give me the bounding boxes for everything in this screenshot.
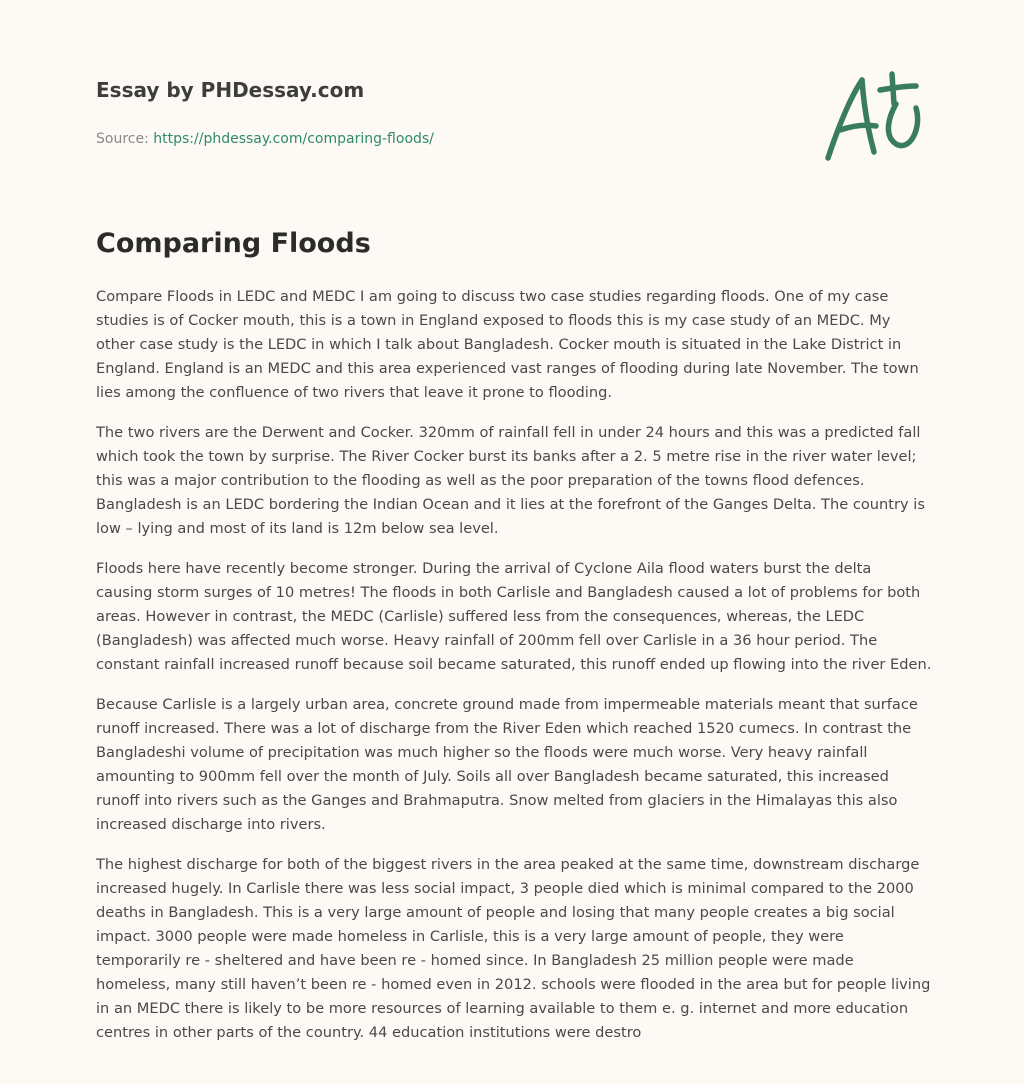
site-title: Essay by PHDessay.com <box>96 78 365 102</box>
paragraph: Compare Floods in LEDC and MEDC I am going to discuss two case studies regarding floods. One of my case studies is of Cocker mouth, this is a town in England exposed to floods this is my case study of an MEDC. My other case study is the LEDC in which I talk about Bangladesh. Cocker mouth is situated in the Lake District in England. England is an MEDC and this area experienced vast ranges of flooding during late November. The town lies among the confluence of two rivers that leave it prone to flooding. <box>96 288 919 401</box>
paragraph: Floods here have recently become stronger. During the arrival of Cyclone Aila flood waters burst the delta causing storm surges of 10 metres! The floods in both Carlisle and Bangladesh caused a lot of problems for both areas. However in contrast, the MEDC (Carlisle) suffered less from the consequences, whereas, the LEDC (Bangladesh) was affected much worse. Heavy rainfall of 200mm fell over Carlisle in a 36 hour period. The constant rainfall increased runoff because soil became saturated, this runoff ended up flowing into the river Eden. <box>96 560 932 673</box>
paragraph: The two rivers are the Derwent and Cocker. 320mm of rainfall fell in under 24 hours and this was a predicted fall which took the town by surprise. The River Cocker burst its banks after a 2. 5 metre rise in the river water level; this was a major contribution to the flooding as well as the poor preparation of the towns flood defences. Bangladesh is an LEDC bordering the Indian Ocean and it lies at the forefront of the Ganges Delta. The country is low – lying and most of its land is 12m below sea level. <box>96 424 925 537</box>
source-label: Source: <box>96 131 154 147</box>
paragraph: The highest discharge for both of the biggest rivers in the area peaked at the same time, downstream discharge increased hugely. In Carlisle there was less social impact, 3 people died which is minimal compared to the 2000 deaths in Bangladesh. This is a very large amount of people and losing that many people creates a big social impact. 3000 people were made homeless in Carlisle, this is a very large amount of people, they were temporarily re - sheltered and have been re - homed since. In Bangladesh 25 million people were made homeless, many still haven’t been re - homed even in 2012. schools were flooded in the area but for people living in an MEDC there is likely to be more resources of learning available to them e. g. internet and more education centres in other parts of the country. 44 education institutions were destro <box>96 856 931 1041</box>
source-line <box>96 130 796 148</box>
a-plus-logo-icon <box>818 68 928 164</box>
paragraph: Because Carlisle is a largely urban area, concrete ground made from impermeable materials meant that surface runoff increased. There was a lot of discharge from the River Eden which reached 1520 cumecs. In contrast the Bangladeshi volume of precipitation was much higher so the floods were much worse. Very heavy rainfall amounting to 900mm fell over the month of July. Soils all over Bangladesh became saturated, this increased runoff into rivers such as the Ganges and Brahmaputra. Snow melted from glaciers in the Himalayas this also increased discharge into rivers. <box>96 696 918 833</box>
document-title: Comparing Floods <box>96 228 371 259</box>
essay-body <box>96 285 932 1061</box>
source-link[interactable]: https://phdessay.com/comparing-floods/ <box>153 131 434 147</box>
page-header <box>96 76 796 148</box>
